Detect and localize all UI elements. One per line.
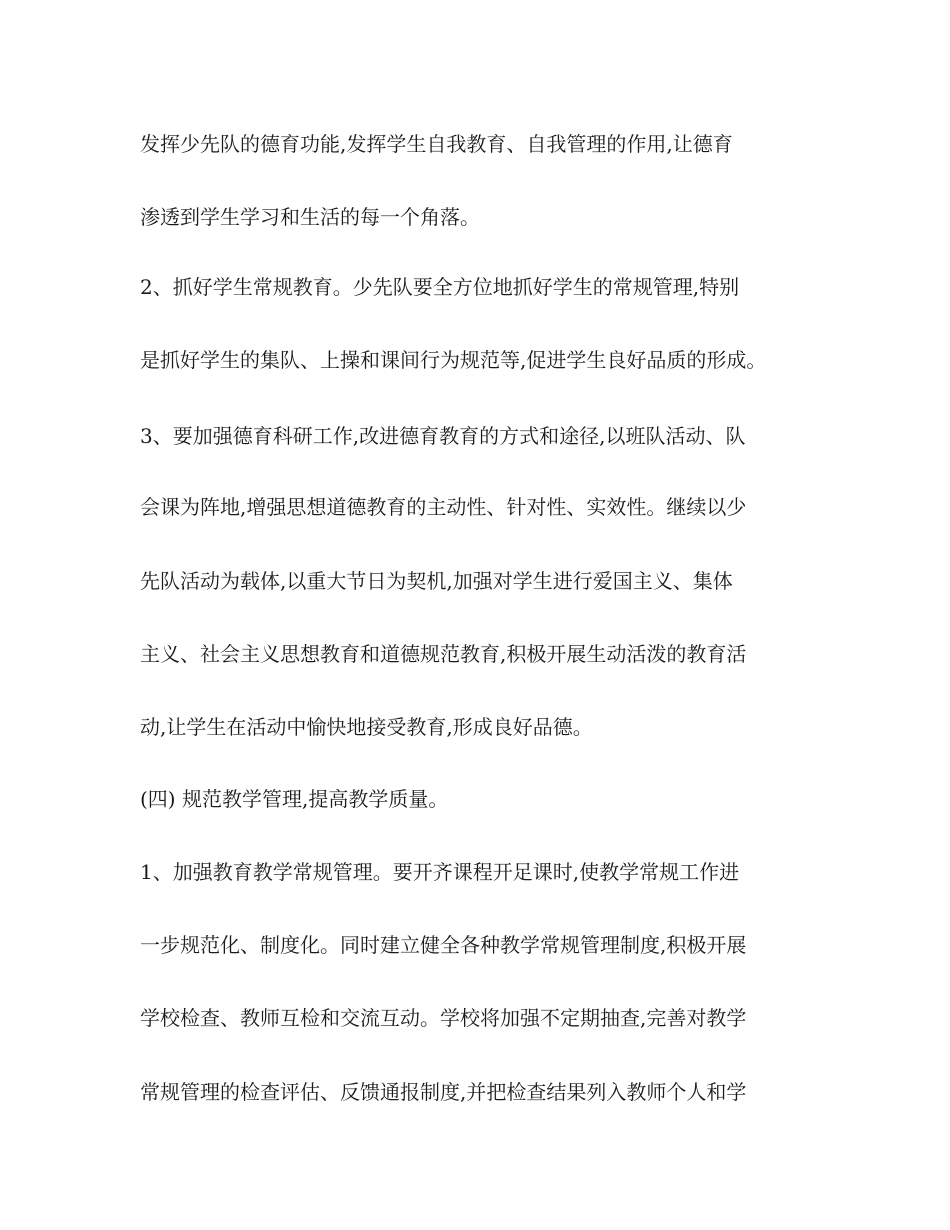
text-line: 3、要加强德育科研工作,改进德育教育的方式和途径,以班队活动、队 (140, 424, 746, 448)
text-line: 渗透到学生学习和生活的每一个角落。 (140, 205, 480, 229)
text-line: 学校检查、教师互检和交流互动。学校将加强不定期抽查,完善对教学 (140, 1006, 747, 1030)
text-line: 一步规范化、制度化。同时建立健全各种教学常规管理制度,积极开展 (140, 933, 747, 957)
section-heading: (四) 规范教学管理,提高教学质量。 (140, 787, 449, 811)
text-line: 是抓好学生的集队、上操和课间行为规范等,促进学生良好品质的形成。 (140, 348, 767, 372)
text-line: 发挥少先队的德育功能,发挥学生自我教育、自我管理的作用,让德育 (140, 132, 733, 156)
text-line: 主义、社会主义思想教育和道德规范教育,积极开展生动活泼的教育活 (140, 642, 747, 666)
text-line: 先队活动为载体,以重大节日为契机,加强对学生进行爱国主义、集体 (140, 569, 733, 593)
text-line: 常规管理的检查评估、反馈通报制度,并把检查结果列入教师个人和学 (140, 1080, 747, 1104)
text-line: 会课为阵地,增强思想道德教育的主动性、针对性、实效性。继续以少 (140, 495, 747, 519)
text-line: 2、抓好学生常规教育。少先队要全方位地抓好学生的常规管理,特别 (140, 275, 740, 299)
text-line: 动,让学生在活动中愉快地接受教育,形成良好品德。 (140, 715, 593, 739)
text-line: 1、加强教育教学常规管理。要开齐课程开足课时,使教学常规工作进 (140, 860, 740, 884)
